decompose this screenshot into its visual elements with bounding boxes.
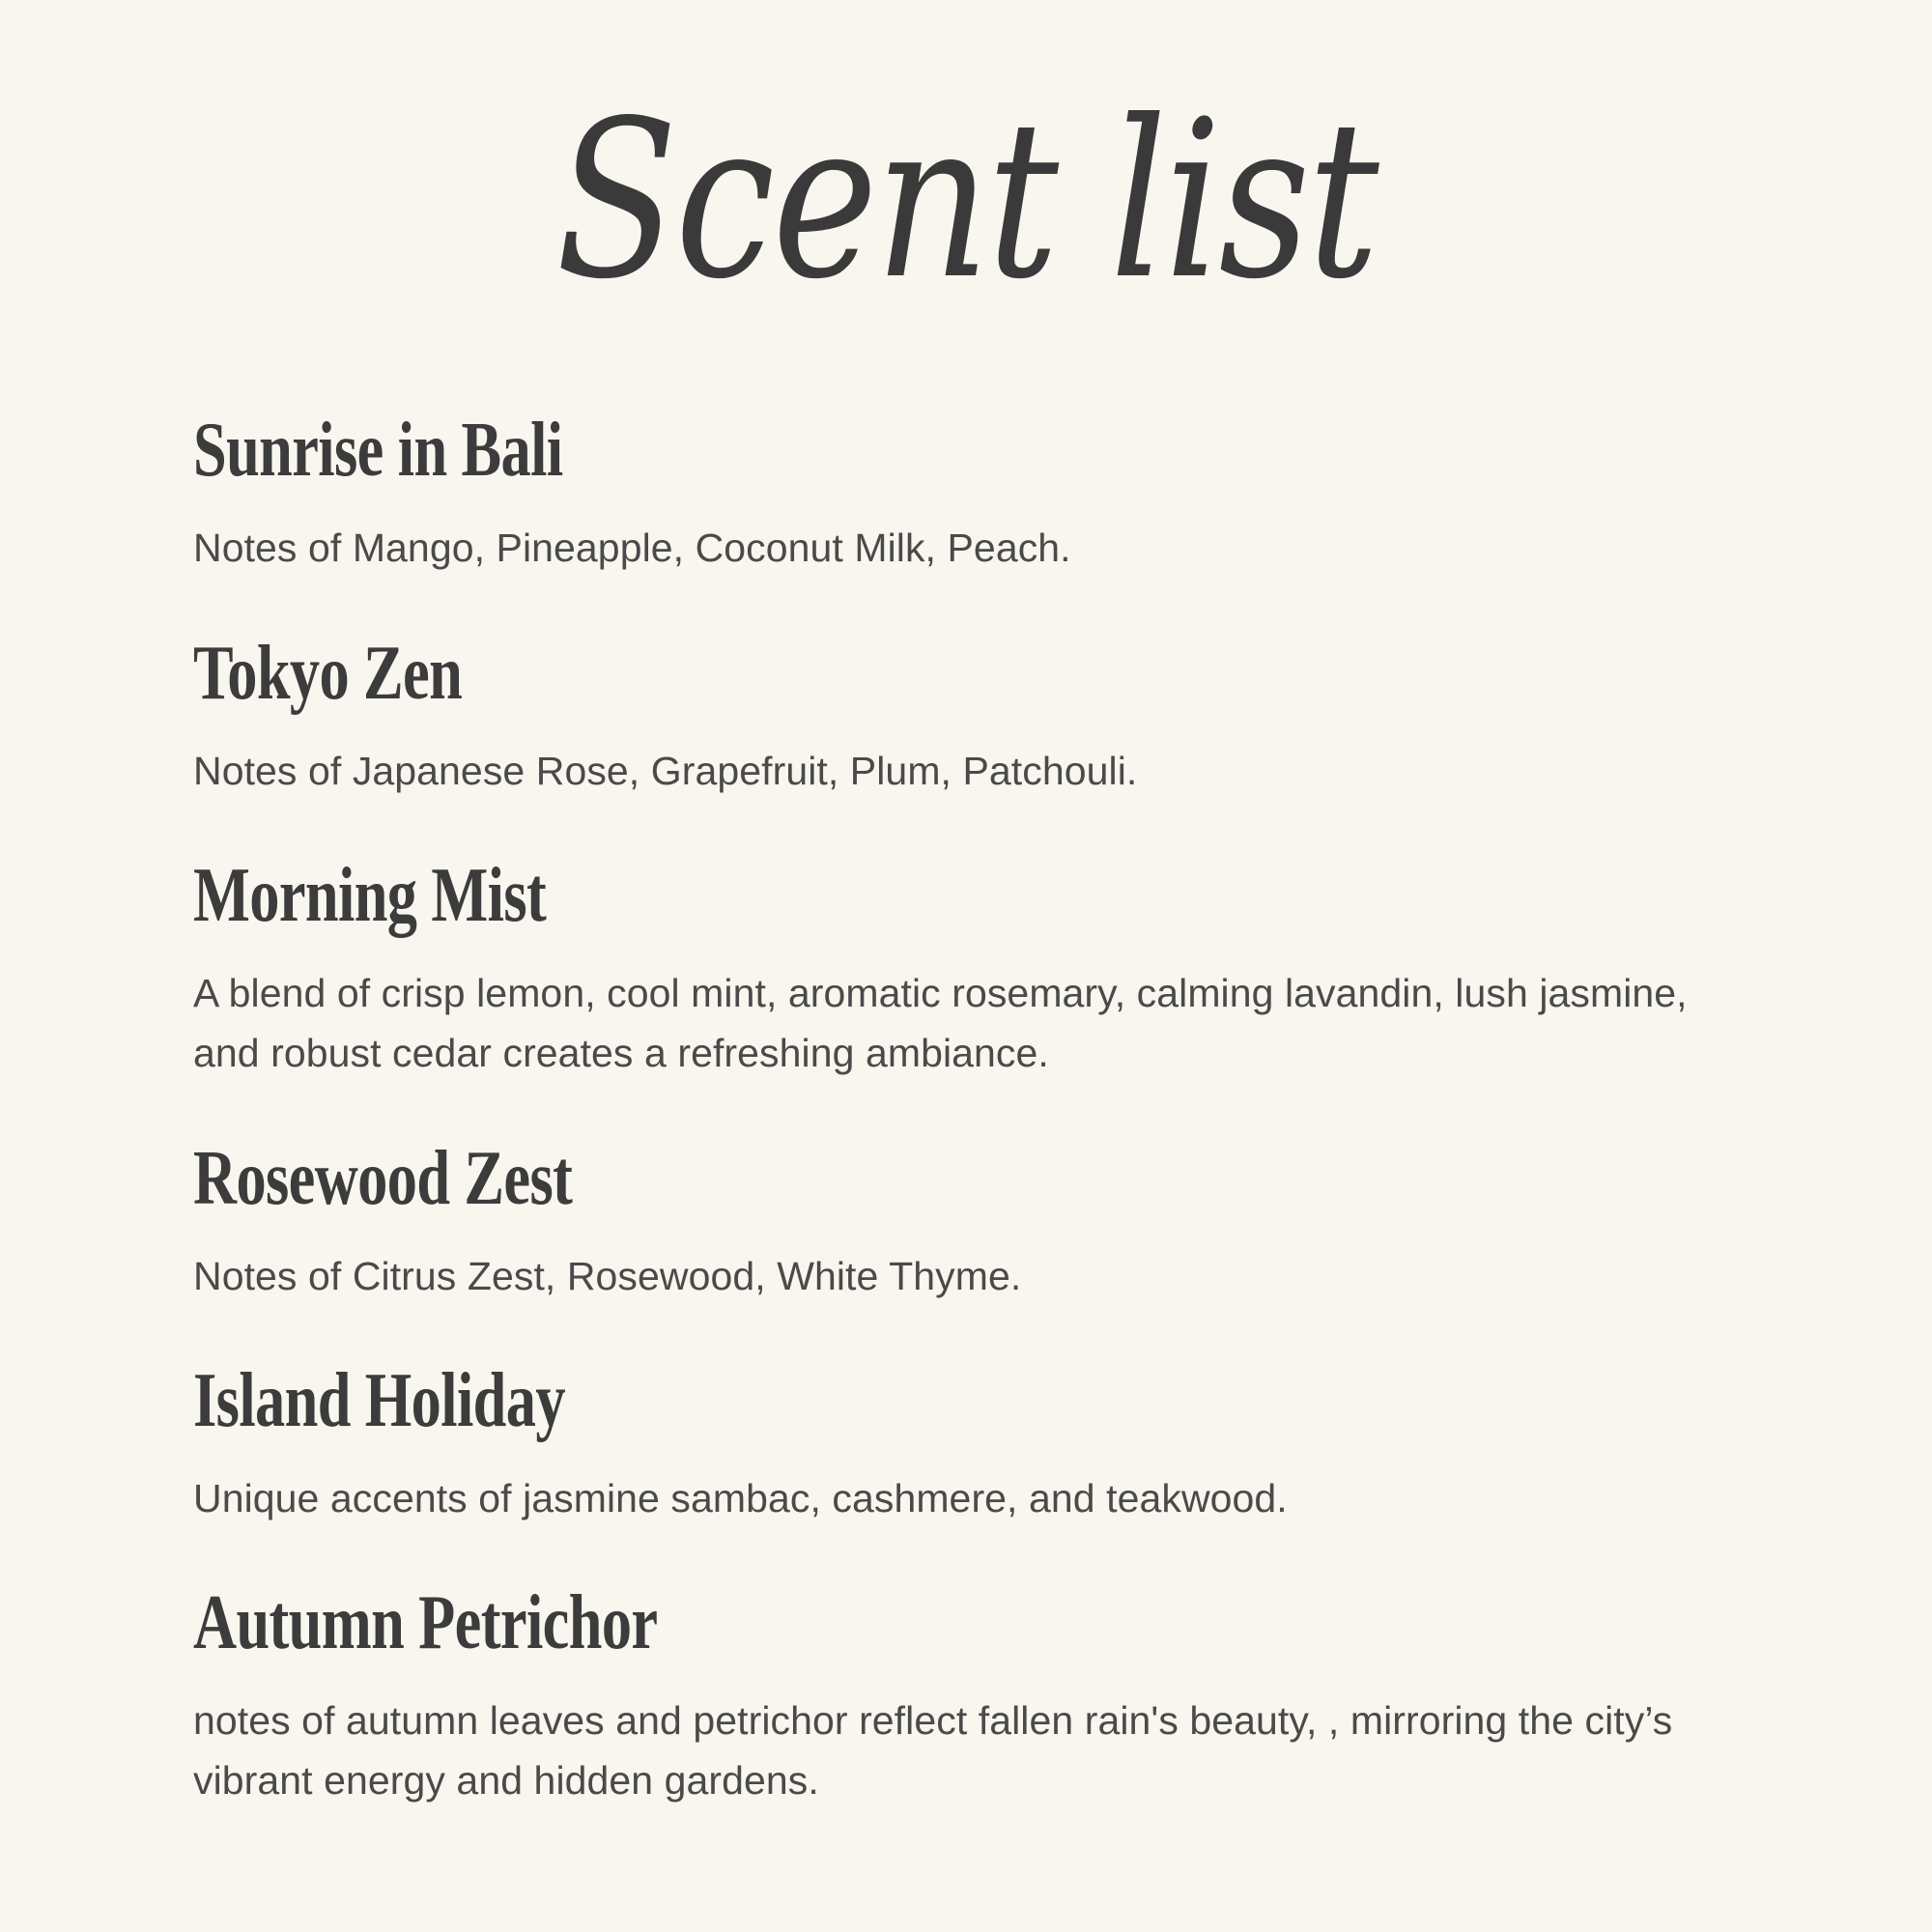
scent-name-heading (193, 1580, 1739, 1666)
scent-item-sunrise-in-bali (193, 408, 1739, 578)
scent-name-heading (193, 1135, 1739, 1221)
scent-name-heading (193, 852, 1739, 938)
scent-description: Notes of Mango, Pineapple, Coconut Milk, Peach. (193, 526, 1071, 571)
scent-item-tokyo-zen (193, 630, 1739, 801)
scent-item-morning-mist (193, 852, 1739, 1084)
scent-name-text: Rosewood Zest (193, 1135, 573, 1221)
scent-item-rosewood-zest (193, 1135, 1739, 1306)
scent-name-heading (193, 630, 1739, 716)
scent-description: A blend of crisp lemon, cool mint, aromatic rosemary, calming lavandin, lush jasmine, and robust cedar creates a refreshing ambiance. (193, 970, 1688, 1076)
scent-name-text: Autumn Petrichor (193, 1580, 658, 1666)
page-title (193, 74, 1739, 327)
scent-description: Notes of Citrus Zest, Rosewood, White Thyme. (193, 1253, 1022, 1298)
scent-name-text: Island Holiday (193, 1357, 565, 1443)
scent-name-heading (193, 408, 1739, 494)
scent-description: Unique accents of jasmine sambac, cashmere, and teakwood. (193, 1475, 1288, 1520)
scent-description: Notes of Japanese Rose, Grapefruit, Plum, Patchouli. (193, 748, 1138, 793)
scent-name-text: Morning Mist (193, 852, 547, 938)
page-title-text: Scent list (555, 74, 1377, 327)
scent-name-text: Tokyo Zen (193, 630, 463, 716)
scent-item-autumn-petrichor (193, 1580, 1739, 1811)
scent-name-heading (193, 1357, 1739, 1443)
scent-list (193, 408, 1739, 1811)
scent-name-text: Sunrise in Bali (193, 408, 563, 494)
scent-item-island-holiday (193, 1357, 1739, 1528)
scent-description: notes of autumn leaves and petrichor reflect fallen rain's beauty, , mirroring the city’s vibrant energy and hidden gardens. (193, 1698, 1673, 1804)
